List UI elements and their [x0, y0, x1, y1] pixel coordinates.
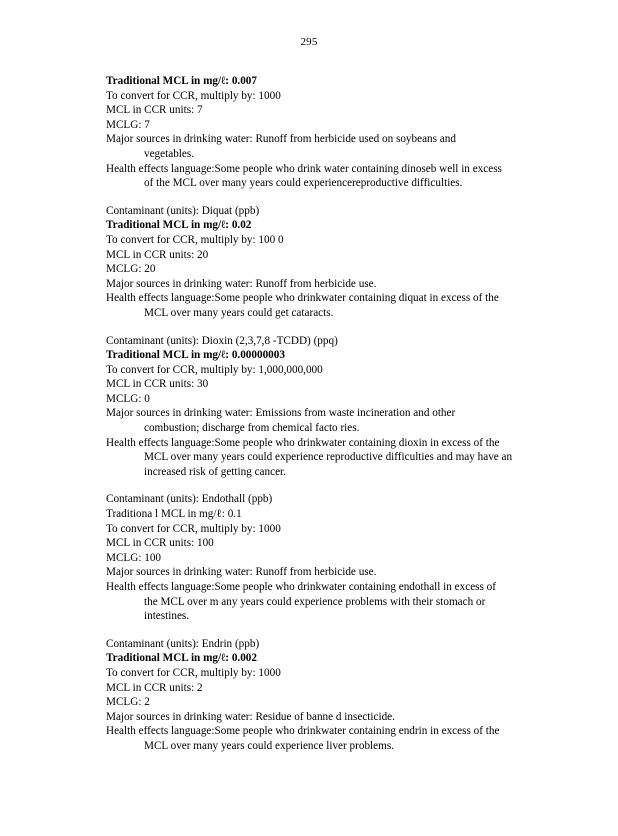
entry-line: Major sources in drinking water: Runoff from herbicide used on soybeans and vegetables.	[106, 132, 554, 161]
entry-line: Major sources in drinking water: Emissions from waste incineration and other combustion; discharge from chemical facto ries.	[106, 406, 554, 435]
entry-line: Major sources in drinking water: Runoff from herbicide use.	[106, 566, 377, 579]
entry-line: Contaminant (units): Dioxin (2,3,7,8 -TCDD) (ppq)	[106, 334, 338, 347]
entry-line: Major sources in drinking water: Runoff from herbicide use.	[106, 277, 377, 290]
entry-line: Traditional MCL in mg/ℓ: 0.007	[106, 75, 257, 87]
entry-line: MCL in CCR units: 2	[106, 681, 203, 694]
entry-line-continuation: MCL over many years could experience reproductive difficulties and may have an	[144, 451, 513, 464]
entry-line: To convert for CCR, multiply by: 1000	[106, 522, 281, 535]
entry-line-continuation: vegetables.	[144, 147, 195, 160]
entry-line-continuation: intestines.	[144, 610, 190, 623]
entry-line: Health effects language:Some people who drinkwater containing endothall in excess of the MCL over m any years could experience problems with their stomach or intestines.	[106, 580, 554, 624]
entry-line: Contaminant (units): Endothall (ppb)	[106, 493, 273, 506]
page-number: 295	[300, 36, 318, 48]
contaminant-entry	[106, 204, 554, 321]
entry-line: Health effects language:Some people who drinkwater containing diquat in excess of the MCL over many years could get cataracts.	[106, 291, 554, 320]
entry-line: Contaminant (units): Diquat (ppb)	[106, 204, 260, 217]
contaminant-entry	[106, 334, 554, 480]
entry-line: To convert for CCR, multiply by: 1000	[106, 89, 281, 102]
entry-line: To convert for CCR, multiply by: 100 0	[106, 233, 284, 246]
entry-line-continuation: MCL over many years could get cataracts.	[144, 306, 334, 319]
entry-line: Health effects language:Some people who drink water containing dinoseb well in excess of the MCL over many years could experiencereproductive difficulties.	[106, 162, 554, 191]
entry-line: MCL in CCR units: 20	[106, 248, 209, 261]
entry-line: MCLG: 100	[106, 551, 162, 564]
entry-line: Traditional MCL in mg/ℓ: 0.00000003	[106, 349, 285, 362]
entry-line: MCL in CCR units: 7	[106, 104, 203, 117]
entry-line: MCLG: 7	[106, 118, 150, 131]
contaminant-entry	[106, 492, 554, 623]
entry-line-continuation: MCL over many years could experience liver problems.	[144, 739, 394, 752]
entry-line: MCLG: 2	[106, 696, 150, 709]
entry-line-continuation: increased risk of getting cancer.	[144, 465, 286, 478]
document-body	[106, 74, 554, 754]
entry-line: MCL in CCR units: 30	[106, 378, 209, 391]
entry-line-continuation: the MCL over m any years could experience problems with their stomach or	[144, 595, 486, 608]
entry-line: MCLG: 20	[106, 263, 156, 276]
entry-line: To convert for CCR, multiply by: 1,000,000,000	[106, 363, 323, 376]
entry-line: Health effects language:Some people who drinkwater containing endrin in excess of the MCL over many years could experience liver problems.	[106, 724, 554, 753]
entry-line-continuation: combustion; discharge from chemical facto ries.	[144, 422, 360, 435]
entry-line: Contaminant (units): Endrin (ppb)	[106, 637, 260, 650]
entry-line: To convert for CCR, multiply by: 1000	[106, 666, 281, 679]
document-page	[0, 36, 618, 836]
entry-line: Health effects language:Some people who drinkwater containing dioxin in excess of the MCL over many years could experience reproductive difficulties and may have an increased risk of getting cancer.	[106, 436, 554, 480]
entry-line: Major sources in drinking water: Residue of banne d insecticide.	[106, 710, 395, 723]
entry-line-continuation: of the MCL over many years could experiencereproductive difficulties.	[144, 177, 463, 190]
contaminant-entry	[106, 637, 554, 754]
entry-line: MCL in CCR units: 100	[106, 537, 214, 550]
contaminant-entry	[106, 74, 554, 191]
entry-line: Traditional MCL in mg/ℓ: 0.002	[106, 652, 257, 665]
entry-line: MCLG: 0	[106, 392, 150, 405]
entry-line: Traditional MCL in mg/ℓ: 0.02	[106, 219, 252, 232]
entry-line: Traditiona l MCL in mg/ℓ: 0.1	[106, 508, 242, 521]
